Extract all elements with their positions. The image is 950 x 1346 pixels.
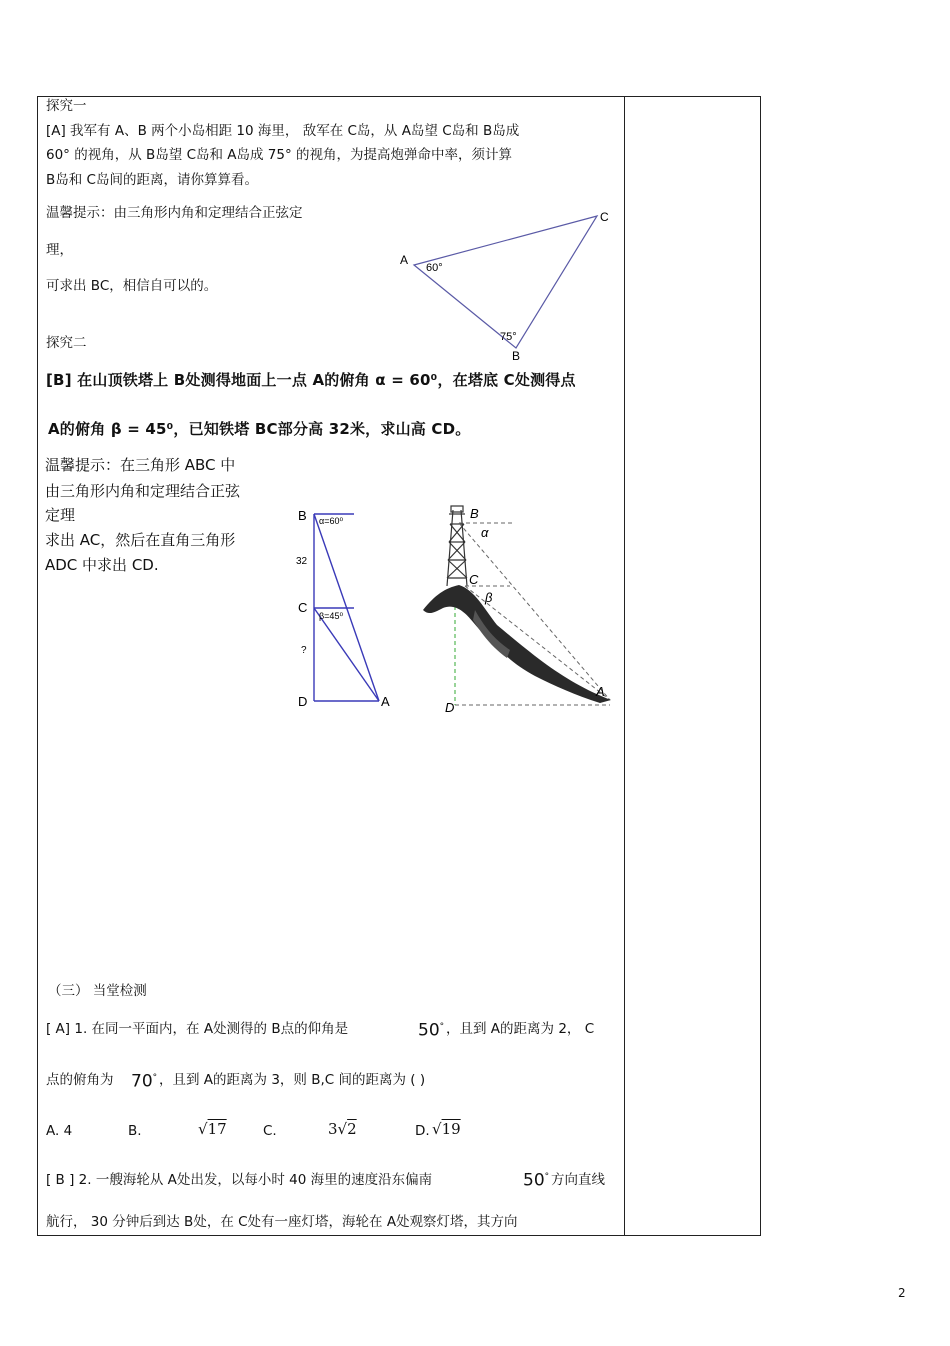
q1-angle2: 70° [131,1071,158,1092]
picture-beta: β [485,590,493,605]
explore1-problem-line1: [A] 我军有 A、B 两个小岛相距 10 海里， 敌军在 C岛，从 A岛望 C岛和 B岛成 [46,123,520,139]
q1-line2-part2: ，且到 A的距离为 3，则 B,C 间的距离为 ( ) [159,1072,426,1088]
picture-label-a: A [596,684,605,699]
q2-angle: 50° [523,1170,550,1191]
explore2-problem-line2: A的俯角 β = 45⁰，已知铁塔 BC部分高 32米，求山高 CD。 [48,420,471,438]
diagram-beta: β=45⁰ [319,611,344,621]
explore2-hint-line3: 定理 [45,506,76,524]
q2-line1-part1: [ B ] 2. 一艘海轮从 A处出发，以每小时 40 海里的速度沿东偏南 [46,1172,433,1188]
explore2-problem-line1: [B] 在山顶铁塔上 B处测得地面上一点 A的俯角 α = 60⁰，在塔底 C处测得点 [46,371,576,389]
triangle-label-c: C [600,210,609,224]
explore1-problem-line3: B岛和 C岛间的距离，请你算算看。 [46,172,258,188]
triangle-angle-b: 75° [500,331,517,343]
column-divider [624,96,625,1236]
picture-label-d: D [445,700,455,715]
q1-angle1: 50° [418,1020,445,1041]
option-c-label: C. [263,1123,277,1139]
explore1-hint-line3: 可求出 BC，相信自可以的。 [46,278,218,294]
option-c-value: 3√2 [328,1120,357,1138]
q1-line2-part1: 点的俯角为 [46,1072,114,1088]
page-number: 2 [898,1286,906,1300]
diagram-label-b: B [298,508,307,523]
option-b-value: √17 [198,1120,227,1138]
picture-label-c: C [469,572,479,587]
diagram-unknown-height: ? [301,645,307,656]
explore2-hint-line2: 由三角形内角和定理结合正弦 [45,482,241,500]
triangle-angle-a: 60° [426,262,443,274]
triangle-diagram [390,205,620,365]
q1-line1-part2: ，且到 A的距离为 2， C [446,1021,595,1037]
tower-triangle-diagram [290,500,400,715]
option-d-value: √19 [432,1120,461,1138]
diagram-alpha: α=60⁰ [319,516,344,526]
triangle-label-a: A [400,253,409,267]
mountain-tower-picture [415,500,620,715]
q2-line1-part2: 方向直线 [551,1172,605,1188]
q1-line1-part1: [ A] 1. 在同一平面内，在 A处测得的 B点的仰角是 [46,1021,349,1037]
triangle-label-b: B [512,349,521,363]
explore1-hint-line1: 温馨提示：由三角形内角和定理结合正弦定 [46,205,303,221]
option-a: A. 4 [46,1123,73,1139]
explore2-heading: 探究二 [46,335,87,351]
explore2-hint-line4: 求出 AC，然后在直角三角形 [45,531,236,549]
option-d-label: D. [415,1123,430,1139]
diagram-height-32: 32 [296,556,308,567]
picture-label-b: B [470,506,479,521]
option-b-label: B. [128,1123,142,1139]
diagram-label-d: D [298,694,308,709]
q2-line2: 航行， 30 分钟后到达 B处，在 C处有一座灯塔，海轮在 A处观察灯塔，其方向 [46,1214,518,1230]
explore1-hint-line2: 理， [46,242,73,258]
diagram-label-c: C [298,600,308,615]
explore2-hint-line1: 温馨提示：在三角形 ABC 中 [45,456,236,474]
explore2-hint-line5: ADC 中求出 CD. [45,556,159,574]
picture-alpha: α [481,525,489,540]
explore1-heading: 探究一 [46,98,87,114]
check-heading: （三） 当堂检测 [48,983,147,999]
explore1-problem-line2: 60° 的视角，从 B岛望 C岛和 A岛成 75° 的视角，为提高炮弹命中率，须计算 [46,147,513,163]
diagram-label-a: A [381,694,390,709]
